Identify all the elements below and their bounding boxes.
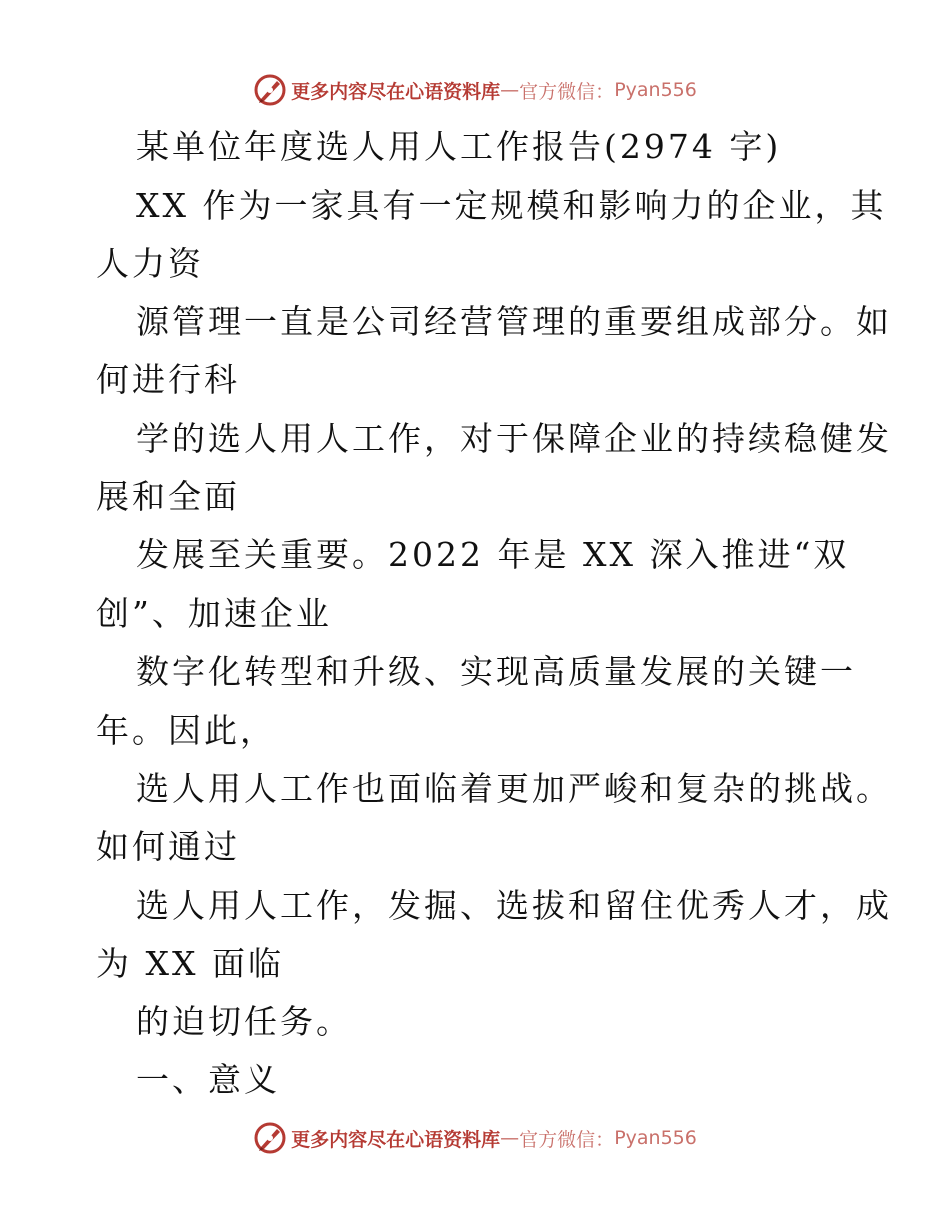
pen-logo-icon: [253, 1121, 287, 1155]
paragraph-line: 创”、加速企业: [96, 594, 332, 633]
banner-contact-label: 官方微信：: [519, 80, 615, 103]
paragraph-line: 人力资: [96, 244, 204, 283]
paragraph-line: 的迫切任务。: [136, 1002, 352, 1041]
paragraph-line: 学的选人用人工作，对于保障企业的持续稳健发: [136, 419, 892, 458]
paragraph-line: 年。因此，: [96, 711, 276, 750]
paragraph-line: XX 作为一家具有一定规模和影响力的企业，其: [136, 186, 887, 225]
banner-brand: 更多内容尽在心语资料库: [291, 1128, 501, 1151]
paragraph-line: 发展至关重要。2022 年是 XX 深入推进“双: [136, 535, 850, 574]
banner-brand: 更多内容尽在心语资料库: [291, 80, 501, 103]
paragraph-line: 数字化转型和升级、实现高质量发展的关键一: [136, 652, 856, 691]
banner-contact-id: Pyan556: [614, 1127, 697, 1149]
paragraph-line: 何进行科: [96, 360, 240, 399]
paragraph-line: 选人用人工作也面临着更加严峻和复杂的挑战。: [136, 769, 892, 808]
paragraph-line: 为 XX 面临: [96, 944, 284, 983]
banner-separator: —: [500, 79, 520, 101]
section-heading: 一、意义: [136, 1060, 280, 1099]
paragraph-line: 选人用人工作，发掘、选拔和留住优秀人才，成: [136, 886, 892, 925]
paragraph-line: 如何通过: [96, 827, 240, 866]
banner-contact-id: Pyan556: [614, 79, 697, 101]
paragraph-line: 展和全面: [96, 477, 240, 516]
banner-separator: —: [500, 1127, 520, 1149]
paragraph-line: 源管理一直是公司经营管理的重要组成部分。如: [136, 302, 892, 341]
footer-watermark-banner: [0, 1118, 950, 1158]
banner-contact-label: 官方微信：: [519, 1128, 615, 1151]
document-title: 某单位年度选人用人工作报告(2974 字): [136, 127, 782, 166]
